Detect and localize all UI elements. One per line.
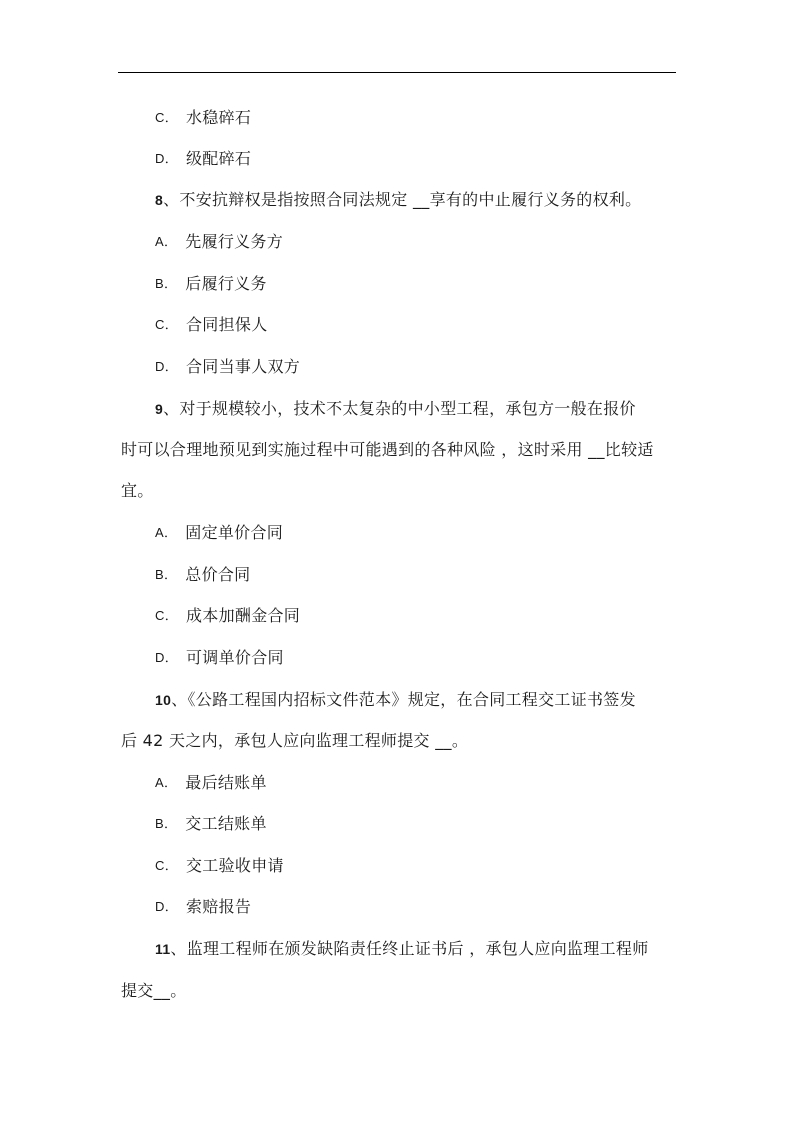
option-text: 成本加酬金合同: [186, 606, 301, 625]
question-text: 、监理工程师在颁发缺陷责任终止证书后 ，承包人应向监理工程师: [170, 939, 649, 958]
option-a: [155, 523, 283, 543]
option-letter: C．: [155, 608, 178, 623]
option-text: 级配碎石: [186, 149, 252, 168]
question-8: [155, 190, 641, 210]
option-letter: B．: [155, 567, 178, 582]
option-c: [155, 108, 251, 128]
question-text: 、不安抗辩权是指按照合同法规定 __享有的中止履行义务的权利。: [163, 190, 642, 209]
option-text: 索赔报告: [186, 897, 252, 916]
question-text: 、对于规模较小，技术不太复杂的中小型工程，承包方一般在报价: [163, 399, 636, 418]
question-text: 宜。: [121, 481, 154, 500]
option-text: 合同当事人双方: [186, 357, 301, 376]
option-d: [155, 648, 284, 668]
option-text: 交工验收申请: [186, 856, 284, 875]
question-11-continuation: [121, 981, 187, 1001]
option-a: [155, 773, 267, 793]
option-letter: C．: [155, 317, 178, 332]
option-text: 后履行义务: [185, 274, 267, 293]
option-d: [155, 149, 251, 169]
question-number: 11: [155, 941, 171, 957]
question-10-continuation: [121, 731, 468, 751]
option-text: 水稳碎石: [186, 108, 252, 127]
option-text: 合同担保人: [186, 315, 268, 334]
option-text: 固定单价合同: [185, 523, 284, 542]
question-9: [155, 399, 636, 419]
option-text: 可调单价合同: [186, 648, 284, 667]
option-d: [155, 357, 300, 377]
option-text: 最后结账单: [185, 773, 267, 792]
option-letter: D．: [155, 151, 178, 166]
option-letter: C．: [155, 858, 178, 873]
question-9-continuation: [121, 481, 154, 501]
option-letter: B．: [155, 276, 178, 291]
question-text: 提交__。: [121, 981, 187, 1000]
option-a: [155, 232, 283, 252]
option-letter: D．: [155, 359, 178, 374]
option-c: [155, 315, 268, 335]
option-letter: C．: [155, 110, 178, 125]
question-number: 8: [155, 192, 164, 208]
question-9-continuation: [121, 440, 654, 460]
option-b: [155, 274, 267, 294]
option-text: 先履行义务方: [185, 232, 284, 251]
option-c: [155, 606, 300, 626]
option-letter: A．: [155, 775, 178, 790]
option-letter: A．: [155, 525, 178, 540]
option-c: [155, 856, 284, 876]
option-b: [155, 814, 267, 834]
header-rule: [118, 72, 676, 73]
question-11: [155, 939, 649, 959]
option-letter: B．: [155, 816, 178, 831]
question-number: 9: [155, 401, 164, 417]
question-text: 、《公路工程国内招标文件范本》规定，在合同工程交工证书签发: [171, 690, 636, 709]
question-text: 时可以合理地预见到实施过程中可能遇到的各种风险 ，这时采用 __比较适: [121, 440, 654, 459]
question-number: 10: [155, 692, 172, 708]
option-letter: D．: [155, 899, 178, 914]
option-letter: A．: [155, 234, 178, 249]
option-d: [155, 897, 251, 917]
question-text: 后 42 天之内，承包人应向监理工程师提交 __。: [121, 731, 469, 750]
option-text: 总价合同: [185, 565, 251, 584]
option-b: [155, 565, 250, 585]
question-10: [155, 690, 636, 710]
option-text: 交工结账单: [185, 814, 267, 833]
option-letter: D．: [155, 650, 178, 665]
